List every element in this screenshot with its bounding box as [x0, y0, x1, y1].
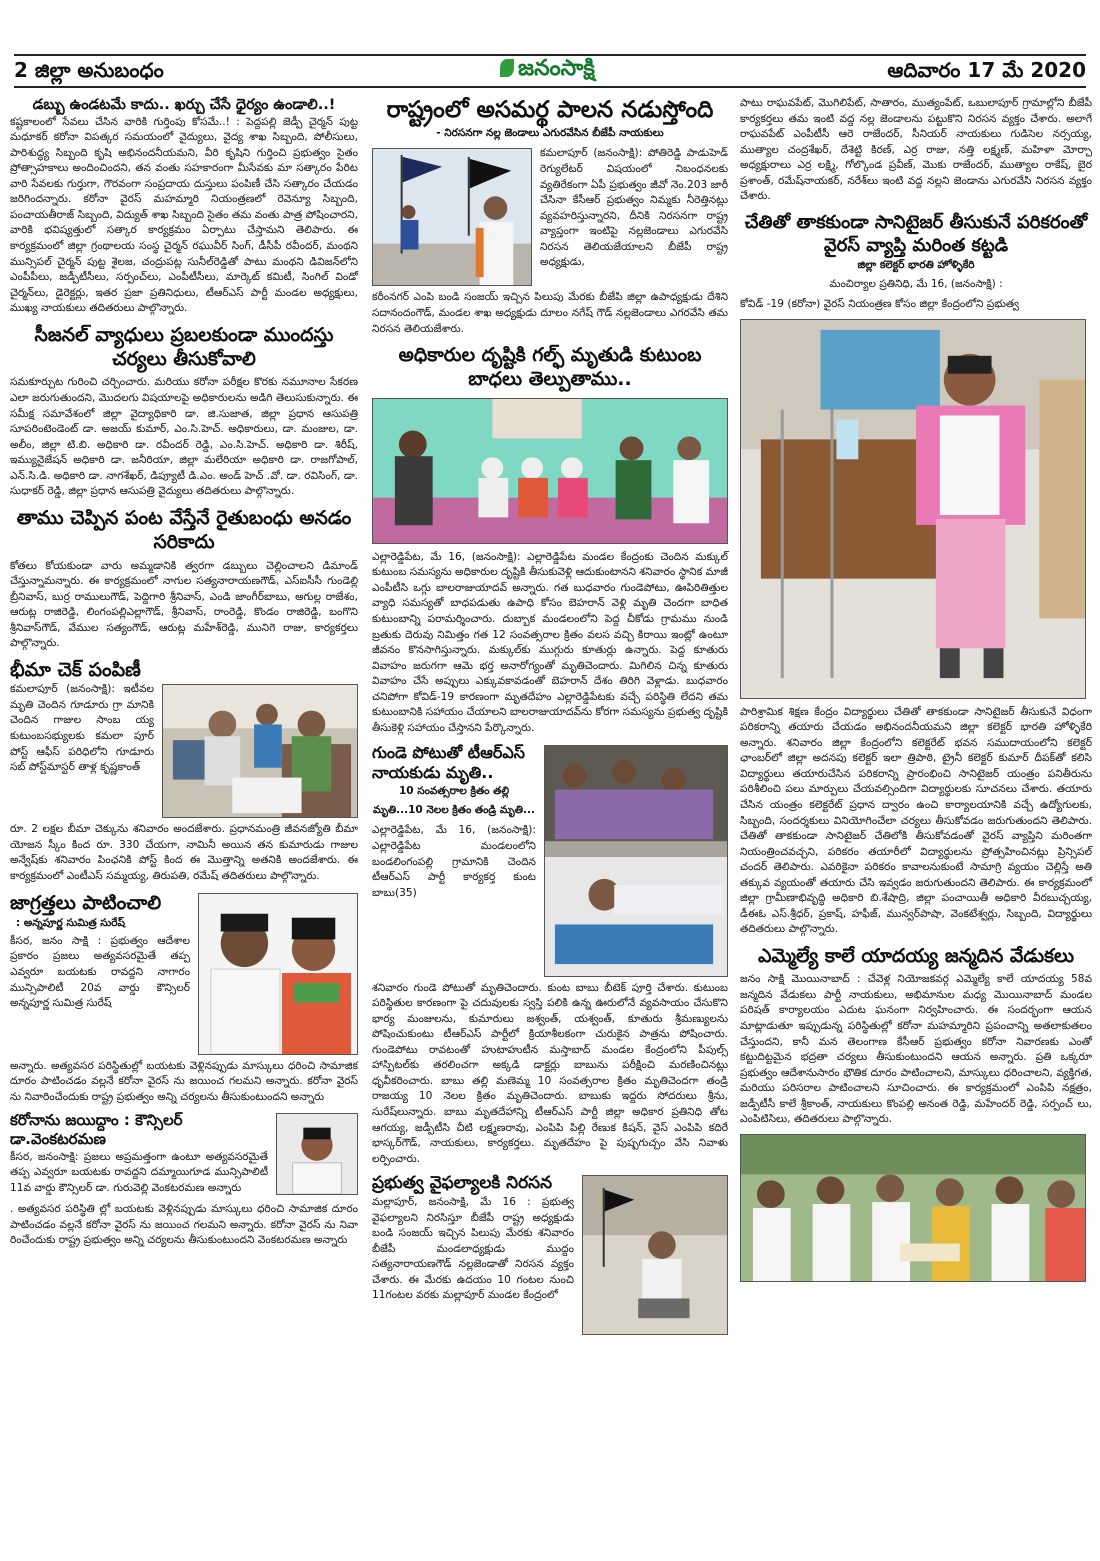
masthead [14, 54, 1086, 88]
article-body: . అత్యవసర పరిస్థితి ల్లో బయటకు వెళ్లినప్పుడు మాస్కులు ధరించి సామాజిక దూరం పాటించడం వల్లనే కరోనా వైరస్ ను జయించ గలమని అన్నారు. కరోనా వైరస్ ను నివా రించేందుకు రాష్ట్ర ప్రభుత్వం అన్ని చర్యలను తీసుకుంటుందని వెంకటరమణ అన్నారు [10, 1203, 358, 1247]
headline: ప్రభుత్వ వైఫల్యాలకి నిరసన [372, 1173, 553, 1194]
issue-date: ఆదివారం 17 మే 2020 [887, 58, 1086, 82]
headline: సీజనల్ వ్యాధులు ప్రబలకుండా ముందస్తు చర్యలు తీసుకోవాలి [34, 323, 334, 371]
article-body-wrap: కమలాపూర్ (జనంసాక్షి): ఇటీవల మృతి చెందిన గూడూరు గ్రా మానికి చెందిన గాజుల సాంబ య్య కుటుంబసభ్యులకు కమలా పూర్ పోస్ట్ ఆఫీస్ పరిధిలోని గూడూరు సబ్ పోస్ట్‌మాస్టర్ తాళ్ల కృష్ణకాంత్ [10, 683, 154, 774]
article-sanitizer [740, 211, 1092, 938]
councillor-couple-photo [198, 893, 358, 1055]
family-visit-photo [372, 398, 728, 544]
headline: తాము చెప్పిన పంట వేస్తేనే రైతుబంధు అనడం సరికాదు [16, 506, 352, 554]
column-1 [10, 96, 358, 1255]
paper-logo [500, 56, 595, 86]
article-body-wrap: కమలాపూర్ (జనంసాక్షి): పోతిరెడ్డి పాడుహెడ్ రెగ్యులేటర్ విషయంలో నిబంధనలకు వ్యతిరేకంగా ఏపీ ప్రభుత్వం జీవో నెం.203 జారీ చేసినా కేసీఆర్ ప్రభుత్వం నిమ్మకు నీరెత్తినట్లు వ్యవహరిస్తున్నారని, దీనికి నిరసనగా రాష్ట్ర వ్యాప్తంగా ఇంటిపై నల్లజెండాలు ఎగురవేసి నిరసన తెలియజేయాలని బీజేపీ రాష్ట్ర అధ్యక్షుడు, [540, 147, 728, 269]
headline: భీమా చెక్ పంపిణీ [10, 658, 141, 681]
article-body: కష్టకాలంలో సేవలు చేసిన వారికి గుర్తింపు కోసమే..! : పెద్దపల్లి జెడ్పీ చైర్మన్ పుట్ట మధూకర్ కరోనా విపత్కర సమయంలో వైద్యులు, వైద్య శాఖ సిబ్బంది, పోలీసులు, పారిశుద్ధ్య సిబ్బంది కృషి అభినందనీయమని, వీరి కృషిని గుర్తించి ప్రభుత్వం సైతం ప్రోత్సాహకాలు అందించిందని, తన వంతు సహకారంగా మీసేవకు మా సత్కారం పేరిట వారి సేవలకు గుర్తుగా, గౌరవంగా సంప్రదాయ దుస్తులు పంపిణీ చేసి సత్కారం చేయడం జరిగిందన్నారు. కరోనా వైరస్ మహమ్మారి నియంత్రణలో రెవెన్యూ సిబ్బంది, పంచాయతీరాజ్ సిబ్బంది, విద్యుత్ శాఖ సిబ్బంది సైతం తమ వంతు పాత్ర పోషించారని, వారికి భవిష్యత్తులో సత్కార కార్యక్రమం ఏర్పాటు చేస్తామని తెలిపారు. ఈ కార్యక్రమంలో జిల్లా గ్రంథాలయ సంస్థ చైర్మన్ రఘువీర్ సింగ్, డీసీపీ రవీందర్, మంథని మున్సిపల్ చైర్మన్ పుట్ట శైలజ, చంద్రుపట్ల సునీల్‌రెడ్డితో పాటు మంథని డివిజన్‌లోని ఎంపీపీలు, జడ్పీటీసీలు, సర్పంచ్‌లు, ఎంపీటీసీలు, మార్కెట్ కమిటీ, సింగిల్ విండో చైర్మన్‌లు, డైరెక్టర్లు, ఇతర ప్రజా ప్రతినిధులు, టీఆర్ఎస్ పార్టీ మండల అధ్యక్షులు, ముఖ్య నాయకులు తదితరులు పాల్గొన్నారు. [10, 115, 358, 315]
article-body: మల్లాపూర్, జనంసాక్షి, మే 16 : ప్రభుత్వ వైఫల్యాలని నిరసిస్తూ బీజేపీ రాష్ట్ర అధ్యక్షుడు బండి సంజయ్ ఇచ్చిన పిలుపు మేరకు శనివారం బీజేపీ మండలాధ్యక్షుడు ముద్దం సత్యనారాయణగౌడ్ నల్లజెండాతో నిరసన వ్యక్తం చేశారు. ఈ మేరకు ఉదయం 10 గంటల నుంచి 11గంటల వరకు మల్లాపూర్ మండల కేంద్రంలో [372, 1196, 574, 1302]
leaf-icon [500, 59, 514, 77]
article-body-wrap: కీసర, జనంసాక్షి: ప్రజలు అప్రమత్తంగా ఉంటూ అత్యవసరమైతే తప్ప ఎవ్వరూ బయటకు రావద్దని దమ్మాయిగూడ మున్సిపాలిటీ 11వ వార్డు కౌన్సిలర్ డా. గురువెల్లి వెంకటరమణ అన్నారు [10, 1150, 268, 1194]
column-3 [740, 96, 1092, 1282]
page-label: 2 జిల్లా అనుబంధం [14, 58, 164, 82]
protest-photo [582, 1175, 728, 1335]
article-money-courage [10, 96, 358, 317]
headline: కరోనాను జయిద్దాం : కౌన్సిలర్ డా.వెంకటరమణ [10, 1111, 183, 1149]
birthday-celebration-photo [740, 1134, 1086, 1282]
headline: గుండె పోటుతో టీఆర్ఎస్ నాయకుడు మృతి.. [372, 742, 525, 782]
article-precautions [10, 891, 358, 1106]
headline: చేతితో తాకకుండా సానిటైజర్ తీసుకునే పరికరంతో వైరస్ వ్యాప్తి మరింత కట్టడి [744, 211, 1088, 256]
article-body: పారిశ్రామిక శిక్షణ కేంద్రం విద్యార్థులు చేతితో తాకకుండా సానిటైజర్ తీసుకునే విధంగా పరికరాన్ని తయారు చేయడం అభినందనీయమని జిల్లా కలెక్టర్ భారతి హోళ్ళికేరి అన్నారు. శనివారం జిల్లా కేంద్రంలోని కలెక్టరేట్ భవన సముదాయంలోని కలెక్టర్ ఛాంబర్‌లో జిల్లా అదనపు కలెక్టర్ ఇలా త్రిపాఠి, ట్రైనీ కలెక్టర్ కుమార్ దీపక్‌తో కలిసి విద్యార్థులు తయారుచేసిన పరికరాన్ని ప్రారంభించి సానిటైజర్ యంత్రం పనితీరును పరిశీలించి పలు మార్పులు చేయవల్సిందిగా విద్యార్థులకు సూచనలు చేశారు. తయారు చేసిన యంత్రం కలెక్టరేట్ ప్రధాన ద్వారం ఉంచి కార్యాలయానికి వచ్చే ఉద్యోగులకు, సిబ్బంది, సందర్శకులు వినియోగించేలా చర్యలు తీసుకోవడం జరుగుతుందని తెలిపారు. చేతితో తాకకుండా సానిటైజర్ చేతిలోకి తీసుకోవడంతో వైరస్ వ్యాప్తిని మరింతగా నియంత్రించవచ్చని, పరికరం తయారీలో విద్యార్థులను ప్రోత్సహించినట్లు ప్రిన్సిపల్ చందర్ తెలిపారు. ఎవరికైనా పరికరం కావాలనుకుంటే సామాగ్రి వ్యయం చెల్లిస్తే అతి తక్కువ వ్యయంతో తయారు చేసి ఇవ్వడం జరుగుతుందని తెలిపారు. ఈ కార్యక్రమంలో జిల్లా గ్రామీణాభివృద్ధి అధికారి బి.శేషాద్రి, జిల్లా పంచాయితీ అధికారి వీరబుచ్చయ్య, డీఈఓ ఎస్.శ్రీధర్, ప్రకాష్, హఫీజ్, మున్వర్‌పాషా, వెంకటేశ్వర్లు, సిబ్బంది, విద్యార్థులు తదితరులు పాల్గొన్నారు. [740, 705, 1092, 936]
black-flag-photo [372, 148, 532, 286]
article-body: అన్నారు. అత్యవసర పరిస్థితుల్లో బయటకు వెళ్లినప్పుడు మాస్కులు ధరించి సామాజిక దూరం పాటించడం వల్లనే కరోనా వైరస్ ను జయించ గలమని అన్నారు. కరోనా వైరస్ ను నివారించేందుకు రాష్ట్ర ప్రభుత్వం అన్ని చర్యలను తీసుకుంటుందని అన్నారు [10, 1059, 358, 1103]
article-bjp-villages [740, 96, 1092, 205]
article-body: కరీంనగర్ ఎంపి బండి సంజయ్ ఇచ్చిన పిలుపు మేరకు బీజేపి జిల్లా ఉపాధ్యక్షుడు దేశిని సదానందంగౌడ్, మండల శాఖ అధ్యక్షుడు దూలం నగేష్ గౌడ్ నల్లజెండాలు ఎగరవేసి తమ నిరసన తెలియజేశారు. [372, 291, 728, 335]
kicker-2: మృతి...10 నెలల క్రితం తండ్రి మృతి... [373, 804, 535, 817]
headline: అధికారుల దృష్టికి గల్ఫ్ మృతుడి కుటుంబ బాధలు తెల్పుతాము.. [398, 344, 702, 391]
article-body-wrap: ఎల్లారెడ్డిపేట, మే 16, (జనంసాక్షి): ఎల్లారెడ్డిపేట మండలంలోని బండలింగంపల్లి గ్రామానికి చెందిన టీఆర్ఎస్ పార్టీ కార్యకర్త కుంట బాబు(35) [372, 824, 536, 899]
mourning-photo [544, 745, 728, 977]
article-body: సమకూర్చుట గురించి చర్చించారు. మరియు కరోనా పరీక్షల కొరకు నమూనాల సేకరణ ఎలా జరుగుతుందని, మొదలగు విషయాలపై అధికారులను అడిగి తెలుసుకున్నారు. ఈ సమీక్ష సమావేశంలో జిల్లా వైద్యాధికారి డా. జి.సుజాత, జిల్లా ప్రధాన ఆసుపత్రి సూపరింటెండెంట్ డా. అజయ్ కుమార్, ఎం.సి.హెచ్. అధికారులు, డా. మంజుల, డా. అలీం, జిల్లా టి.బి. అధికారి డా. రవీందర్ రెడ్డి, ఎం.సి.హెచ్. అధికారి డా. శిరీష్, ఇమ్యునైజేషన్ అధికారి డా. జనీరియా, జిల్లా మలేరియా అధికారి డా. రాజగోపాల్, ఎన్.సి.డి. అధికారి డా. నాగశేఖర్, డిప్యూటీ డి.ఎం. అండ్ హెచ్ .వో. డా. రవిసింగ్, డా. సుధాకర్ రెడ్డి, జిల్లా ప్రధాన ఆసుపత్రి వైద్యులు తదితరులు పాల్గొన్నారు. [10, 376, 358, 498]
dateline: మంచిర్యాల ప్రతినిధి, మే 16, (జనంసాక్షి) : [829, 278, 1003, 290]
kicker-1: 10 సంవత్సరాల క్రితం తల్లి [398, 785, 510, 798]
article-body: పాటు రాఘవపేట్, మొగిలిపేట్, సాతారం, ముత్యంపేట్, ఒబులాపూర్ గ్రామాల్లోని బీజేపీ కార్యకర్తలు తమ ఇంటి వద్ద నల్ల జెండాలను పట్టుకొని నిరసన వ్యక్తం చేశారు. అలాగే రాఘవపేట్ ఎంపీటీసీ ఆరె రాజేందర్, సీనియర్ నాయకులు గుడిసెల నర్సయ్య, ముత్యాల చంద్రశేఖర్, దేశెట్టి కిరణ్, ఎర్ర రాజు, నత్తి లక్ష్మణ్, మహిళా మోర్చా అధ్యక్షురాలు ఎర్ర లక్ష్మి, గోల్కొండ ప్రవీణ్, మొకు రాజేందర్, ముత్యాల రాకేష్, బైర ప్రశాంత్, రమేష్‌నాయకర్, నరేశ్‌లు ఇంటి వద్ద నల్లని జెండాను ఎగురవేసి నిరసన వ్యక్తం చేశారు. [740, 97, 1092, 203]
article-rythu-bandhu [10, 506, 358, 652]
sanitizer-demo-photo [740, 319, 1086, 699]
article-body: కోతలు కోయకుండా వారు అమ్మడానికి త్వరగా డబ్బులు చెల్లించాలని డిమాండ్ చేస్తున్నామన్నారు. ఈ కార్యక్రమంలో నాగుల సత్యనారాయణగౌడ్, ఎస్‌ఐసీసీ గుండెల్లి బ్రీనివాస్, బుర్ర రాములుగౌడ్, పెద్దిగారి శ్రీనివాస్, ఎండి జాంగీర్‌బాబు, అగుల్ల రాజేశం, ఆరుట్ల రాజిరెడ్డి, లింగంపల్లిఎల్లాగౌడ్, శ్రీనివాస్, రాంరెడ్డి, కొండం రాజిరెడ్డి, బంగొని శ్రీనివాస్‌గౌడ్, వేముల సత్యంగౌడ్, ఆరుట్ల మహేశ్‌రెడ్డి, మునిగె రాజు, కార్యకర్తలు పాల్గొన్నారు. [10, 559, 358, 650]
byline: : అన్నపూర్ణ సుమిత్ర సురేష్ [16, 916, 126, 929]
article-gulf-family [372, 343, 728, 736]
councillor-photo [276, 1113, 358, 1195]
article-mla-birthday [740, 944, 1092, 1282]
article-body: ఎల్లారెడ్డిపేట, మే 16, (జనంసాక్షి): ఎల్లారెడ్డిపేట మండల కేంద్రంకు చెందిన మక్కుల్ కుటుంబ సమస్యను అధికారుల దృష్టికి తీసుకువెళ్లి ఆదుకుంటానని శనివారం స్థానిక మాజీ ఎంపీటీసి ఒగ్గు బాలరాజుయాదవ్ అన్నారు. గత బుధవారం గుండెపోటు, ఊపిరితిత్తుల వ్యాధి సమస్యతో బాధపడుతు ఉపాధి కోసం బెహరాన్ వెళ్లి మృతి చెందగా బాధిత కుటుంబాన్ని పరామర్శించారు. దుబ్బాక మండలంలోని పెద్ద చీకోడు గ్రామము నుండి బ్రతుకు దెరువు నిమిత్తం గత 12 సంవత్సరాల క్రితం వలస వచ్చి కిరాయి ఇంట్లో ఉంటూ జీవనం కొనసాగిస్తున్నారు. మక్కుల్‌కు ముగ్గురు కూతుర్లు ఉన్నారు. పెద్ద కూతురు వివాహం జరుగగా ఆమె భర్త అనారోగ్యంతో మృతిచెందారు. మిగిలిన చిన్న కూతురు వివాహం చేసే అప్పులు ఎక్కువకావడంతో బెహరాన్ దేశం తిరిగి వెళ్లాడు. బుధవారం చనిపోగా కోవిడ్-19 కారణంగా మృతదేహం ఎల్లారెడ్డిపేటకు వచ్చే పరిస్థితి లేదని తమ కుటుంబానికి సహాయం చేయాలని బాలరాజుయాదవ్‌ను కోరగా సమస్యను ప్రభుత్వ దృష్టికి తీసుకెళ్లి సహాయం చేస్తానని పేర్కొన్నారు. [372, 550, 728, 734]
headline: ఎమ్మెల్యే కాలే యాదయ్య జన్మదిన వేడుకలు [757, 945, 1075, 967]
article-seasonal-diseases [10, 323, 358, 500]
article-inefficient-rule [372, 96, 728, 337]
article-body-wrap: కీసర, జనం సాక్షి : ప్రభుత్వం ఆదేశాల ప్రకారం ప్రజలు అత్యవసరమైతే తప్ప ఎవ్వరూ బయటకు రావద్దని నాగారం మున్సిపాలిటీ 20వ వార్డు కౌన్సిలర్ అన్నపూర్ణ సుమిత్ర సురేష్ [10, 934, 190, 1010]
article-defeat-corona [10, 1111, 358, 1249]
article-insurance-cheque [10, 658, 358, 885]
paper-name: జనంసాక్షి [518, 56, 595, 81]
article-govt-failures [372, 1173, 728, 1339]
article-body: రూ. 2 లక్షల బీమా చెక్కును శనివారం అందజేశారు. ప్రధానమంత్రి జీవనజ్యోతి బీమా యోజన స్కీం కింద రూ. 330 చేయగా, నామినీ అయిన తన కుమారుడు గాజుల అన్వేష్‌కు శనివారం పింఛనికి పోస్ట్ కింద ఈ మొత్తాన్ని అతనికి అందజేశారు. ఈ కార్యక్రమంలో ఎంటీఎస్ సమ్మయ్య, తిరుపతి, రమేష్ తదితరులు పాల్గొన్నారు. [10, 823, 358, 882]
article-lead: కోవిడ్ -19 (కరోనా) వైరస్ నియంత్రణ కోసం జిల్లా కేంద్రంలోని ప్రభుత్వ [740, 298, 1019, 310]
kicker: జిల్లా కలెక్టర్ భారతి హోళ్ళికేరి [857, 259, 975, 271]
article-trs-leader-death [372, 743, 728, 1168]
headline: డబ్బు ఉండటమే కాదు.. ఖర్చు చేసే ధైర్యం ఉండాలి..! [32, 97, 336, 113]
headline: రాష్ట్రంలో అసమర్థ పాలన నడుస్తోంది [386, 97, 714, 123]
article-body: శనివారం గుండె పోటుతో మృతిచెందారు. కుంట బాబు బీటెక్ పూర్తి చేశారు. కుటుంబ పరిస్థితుల కారణంగా పై చదువులకు స్వస్తి పలికి ఉన్న ఊరులోనే వ్యవసాయం చేసుకొని భార్య మంజులను, కుమారులు జశ్వంత్, యశ్వంత్, కూతురు శ్రీమణ్యులను పోషించుకుంటు టీఆర్ఎస్ పార్టీలో క్రియాశీలకంగా చురుకైన పాత్రను పోషించారు. గుండెపోటు రావటంతో హుటాహుటీన మస్తాబాద్ మండల కేంద్రంలోని పీపుల్స్ హాస్పిటల్‌కు తరలించగా అక్కడి డాక్టర్లు బాబును పరీక్షించి మరణించినట్లు ధృవీకరించారు. బాబు తల్లి మణెమ్మ 10 సంవత్సరాల క్రితం మృతిచెందగా తండ్రి రాజయ్య 10 నెలల క్రితం మృతిచెందారు. బాబుకు ఇద్దరు సోదరులు శ్రీను, సురేష్‌లున్నారు. బాబు మృతదేహాన్ని టీఆర్ఎస్ పార్టీ జిల్లా అధికార ప్రతినిధి తోట ఆగయ్య, జడ్పీటీసి చీటి లక్ష్మణరావు, ఎంపిపి పిల్లి రేణుక కిషన్, వైస్ ఎంపిపి కదిరే భాస్కర్‌గౌడ్, నాయకులు, కార్యకర్తలు. మృతదేహం పై పుష్పగుచ్చం వేసి నివాళు లర్పించారు. [372, 981, 728, 1165]
headline: జాగ్రత్తలు పాటించాలి [10, 891, 162, 914]
column-2 [372, 96, 728, 1339]
kicker: - నిరసనగా నల్ల జెండాలు ఎగురవేసిన బీజేపీ నాయకులు [436, 127, 664, 140]
cheque-photo [162, 684, 358, 818]
article-body: జనం సాక్షి మొయినాబాద్ : చేవెళ్ల నియోజకవర్గ ఎమ్మెల్యే కాలే యాదయ్య 58వ జన్మదిన వేడుకలు పార్టీ నాయకులు, అభిమానుల మధ్య మొయినాబాద్ మండల పరిషత్ కార్యాలయం ఎదుట ఘనంగా నిర్వహించారు. ఈ సందర్భంగా ఆయన మాట్లాడుతూ ఇప్పుడున్న పరిస్థితుల్లో కరోనా మహమ్మారిని ప్రపంచాన్ని అతలాకుతలం చేస్తుందని, కానీ మన తెలంగాణ కేసీఆర్ ప్రభుత్వం కరోనా నివారణకు ఎంతో కట్టుదిట్టమైన భద్రతా చర్యలు తీసుకుంటుందని ఆయన అన్నారు. ప్రతి ఒక్కరూ ప్రభుత్వం ఆదేశానుసారం భౌతిక దూరం పాటించాలని, మాస్కులు ధరించాలని, వ్యక్తిగత, మరియు పరిసరాల పాటించాలని సూచించారు. ఈ కార్యక్రమంలో ఎంపిపి నక్షత్రం, జడ్పీటీసీ కాలే శ్రీకాంత్, నాయకులు కొంపల్లి అనంత రెడ్డి, మహేందర్ రెడ్డి, సర్పంచ్ లు, ఎంపిటిసిలు, తదితరులు పాల్గొన్నారు. [740, 973, 1092, 1126]
